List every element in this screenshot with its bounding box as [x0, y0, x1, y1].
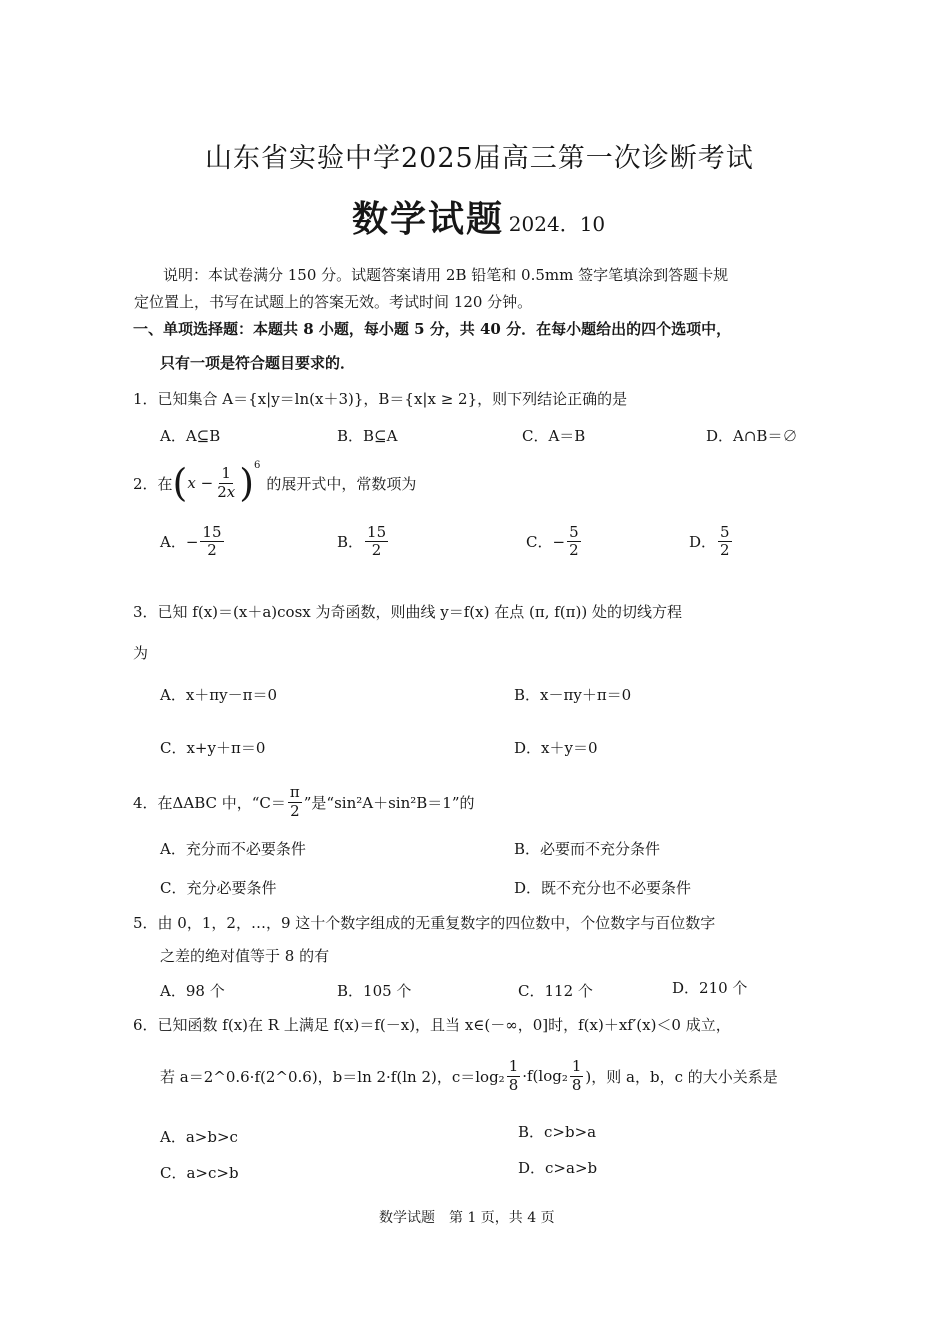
q6-stem: 6．已知函数 f(x)在 R 上满足 f(x)＝f(－x)，且当 x∈(－∞，0]时，f(x)＋xf′(x)＜0 成立，	[133, 1016, 731, 1034]
q2-option-a-label: A．	[160, 533, 186, 552]
q2-paren-left: (	[172, 461, 188, 505]
q2-option-a-fraction: $\frac{15}{2}$	[202, 523, 222, 560]
q2-option-c-label: C．	[526, 533, 553, 552]
subtitle-row	[352, 191, 605, 242]
q6-stem2-a: 若 a＝2^0.6·f(2^0.6)，b＝ln 2·f(ln 2)，c＝log₂	[160, 1067, 505, 1086]
q6-stem-continued	[160, 1051, 778, 1101]
q2-option-a	[160, 524, 226, 560]
q6-option-b: B．c>b>a	[518, 1123, 597, 1141]
q6-stem2-b: ·f(log₂	[522, 1067, 568, 1085]
q2-option-d-fraction: $\frac{5}{2}$	[720, 523, 730, 560]
q5-option-d: D．210 个	[672, 979, 748, 997]
q3-option-c: C．x+y＋π＝0	[160, 739, 266, 757]
q4-suffix: ”是“sin²A＋sin²B＝1”的	[303, 793, 475, 812]
q2-suffix: 的展开式中，常数项为	[266, 474, 417, 493]
q6-stem2-c: )，则 a，b，c 的大小关系是	[585, 1067, 778, 1086]
q2-option-c-fraction: $\frac{5}{2}$	[569, 523, 579, 560]
exam-date: 2024．10	[508, 212, 606, 236]
q2-expr: x −	[187, 474, 214, 492]
instructions-line-1: 说明：本试卷满分 150 分。试题答案请用 2B 铅笔和 0.5mm 签字笔填涂到答题卡规	[163, 266, 729, 284]
q3-option-a: A．x＋πy－π＝0	[160, 686, 278, 704]
q5-option-c: C．112 个	[518, 982, 593, 1000]
section-header-line-2: 只有一项是符合题目要求的．	[160, 354, 356, 372]
q6-option-a: A．a>b>c	[160, 1128, 238, 1146]
q4-option-a: A．充分而不必要条件	[160, 840, 306, 858]
q1-option-a: A．A⊆B	[160, 427, 221, 445]
q2-stem	[133, 458, 416, 508]
q2-option-b-fraction: $\frac{15}{2}$	[367, 523, 387, 560]
q2-exponent: 6	[254, 460, 261, 471]
exam-title: 山东省实验中学2025届高三第一次诊断考试	[205, 143, 754, 174]
section-header-line-1: 一、单项选择题：本题共 8 小题，每小题 5 分，共 40 分．在每小题给出的四个选项中，	[133, 320, 732, 338]
page-footer: 数学试题 第 1 页，共 4 页	[379, 1210, 555, 1226]
q2-option-d	[689, 524, 734, 560]
q2-option-b	[337, 524, 390, 560]
q2-option-a-sign: −	[185, 532, 199, 551]
q2-option-b-label: B．	[337, 533, 364, 552]
q6-fraction-2: $\frac{1}{8}$	[571, 1057, 582, 1094]
q5-option-b: B．105 个	[337, 982, 412, 1000]
page-title: 数学试题	[352, 198, 505, 240]
q2-option-c	[526, 524, 583, 560]
q4-option-d: D．既不充分也不必要条件	[514, 879, 692, 897]
q3-stem: 3．已知 f(x)＝(x＋a)cosx 为奇函数，则曲线 y＝f(x) 在点 (π, f(π)) 处的切线方程	[133, 603, 682, 621]
q2-fraction: $\frac{1}{2x}$	[217, 464, 236, 501]
q2-option-d-label: D．	[689, 533, 717, 552]
q2-paren-right: )	[239, 461, 255, 505]
q1-option-c: C．A＝B	[522, 427, 586, 445]
q4-stem	[133, 778, 475, 826]
q4-option-c: C．充分必要条件	[160, 879, 277, 897]
q2-prefix: 2．在	[133, 474, 173, 493]
q6-option-c: C．a>c>b	[160, 1164, 239, 1182]
q5-stem: 5．由 0，1，2，…，9 这十个数字组成的无重复数字的四位数中，个位数字与百位数字	[133, 914, 716, 932]
q1-stem: 1．已知集合 A＝{x|y＝ln(x＋3)}，B＝{x|x ≥ 2}，则下列结论正确的是	[133, 390, 628, 408]
q1-option-d: D．A∩B＝∅	[706, 427, 798, 445]
instructions-line-2: 定位置上，书写在试题上的答案无效。考试时间 120 分钟。	[134, 293, 533, 311]
q6-fraction-1: $\frac{1}{8}$	[508, 1057, 519, 1094]
q3-stem-continued: 为	[133, 644, 149, 662]
q4-option-b: B．必要而不充分条件	[514, 840, 661, 858]
q5-option-a: A．98 个	[160, 982, 225, 1000]
q3-option-d: D．x＋y＝0	[514, 739, 598, 757]
q4-fraction: $\frac{\pi}{2}$	[289, 783, 300, 820]
q3-option-b: B．x－πy＋π＝0	[514, 686, 632, 704]
q4-prefix: 4．在ΔABC 中，“C＝	[133, 793, 286, 812]
q6-option-d: D．c>a>b	[518, 1159, 598, 1177]
q1-option-b: B．B⊆A	[337, 427, 398, 445]
q5-stem-continued: 之差的绝对值等于 8 的有	[160, 947, 330, 965]
q2-option-c-sign: −	[552, 532, 566, 551]
